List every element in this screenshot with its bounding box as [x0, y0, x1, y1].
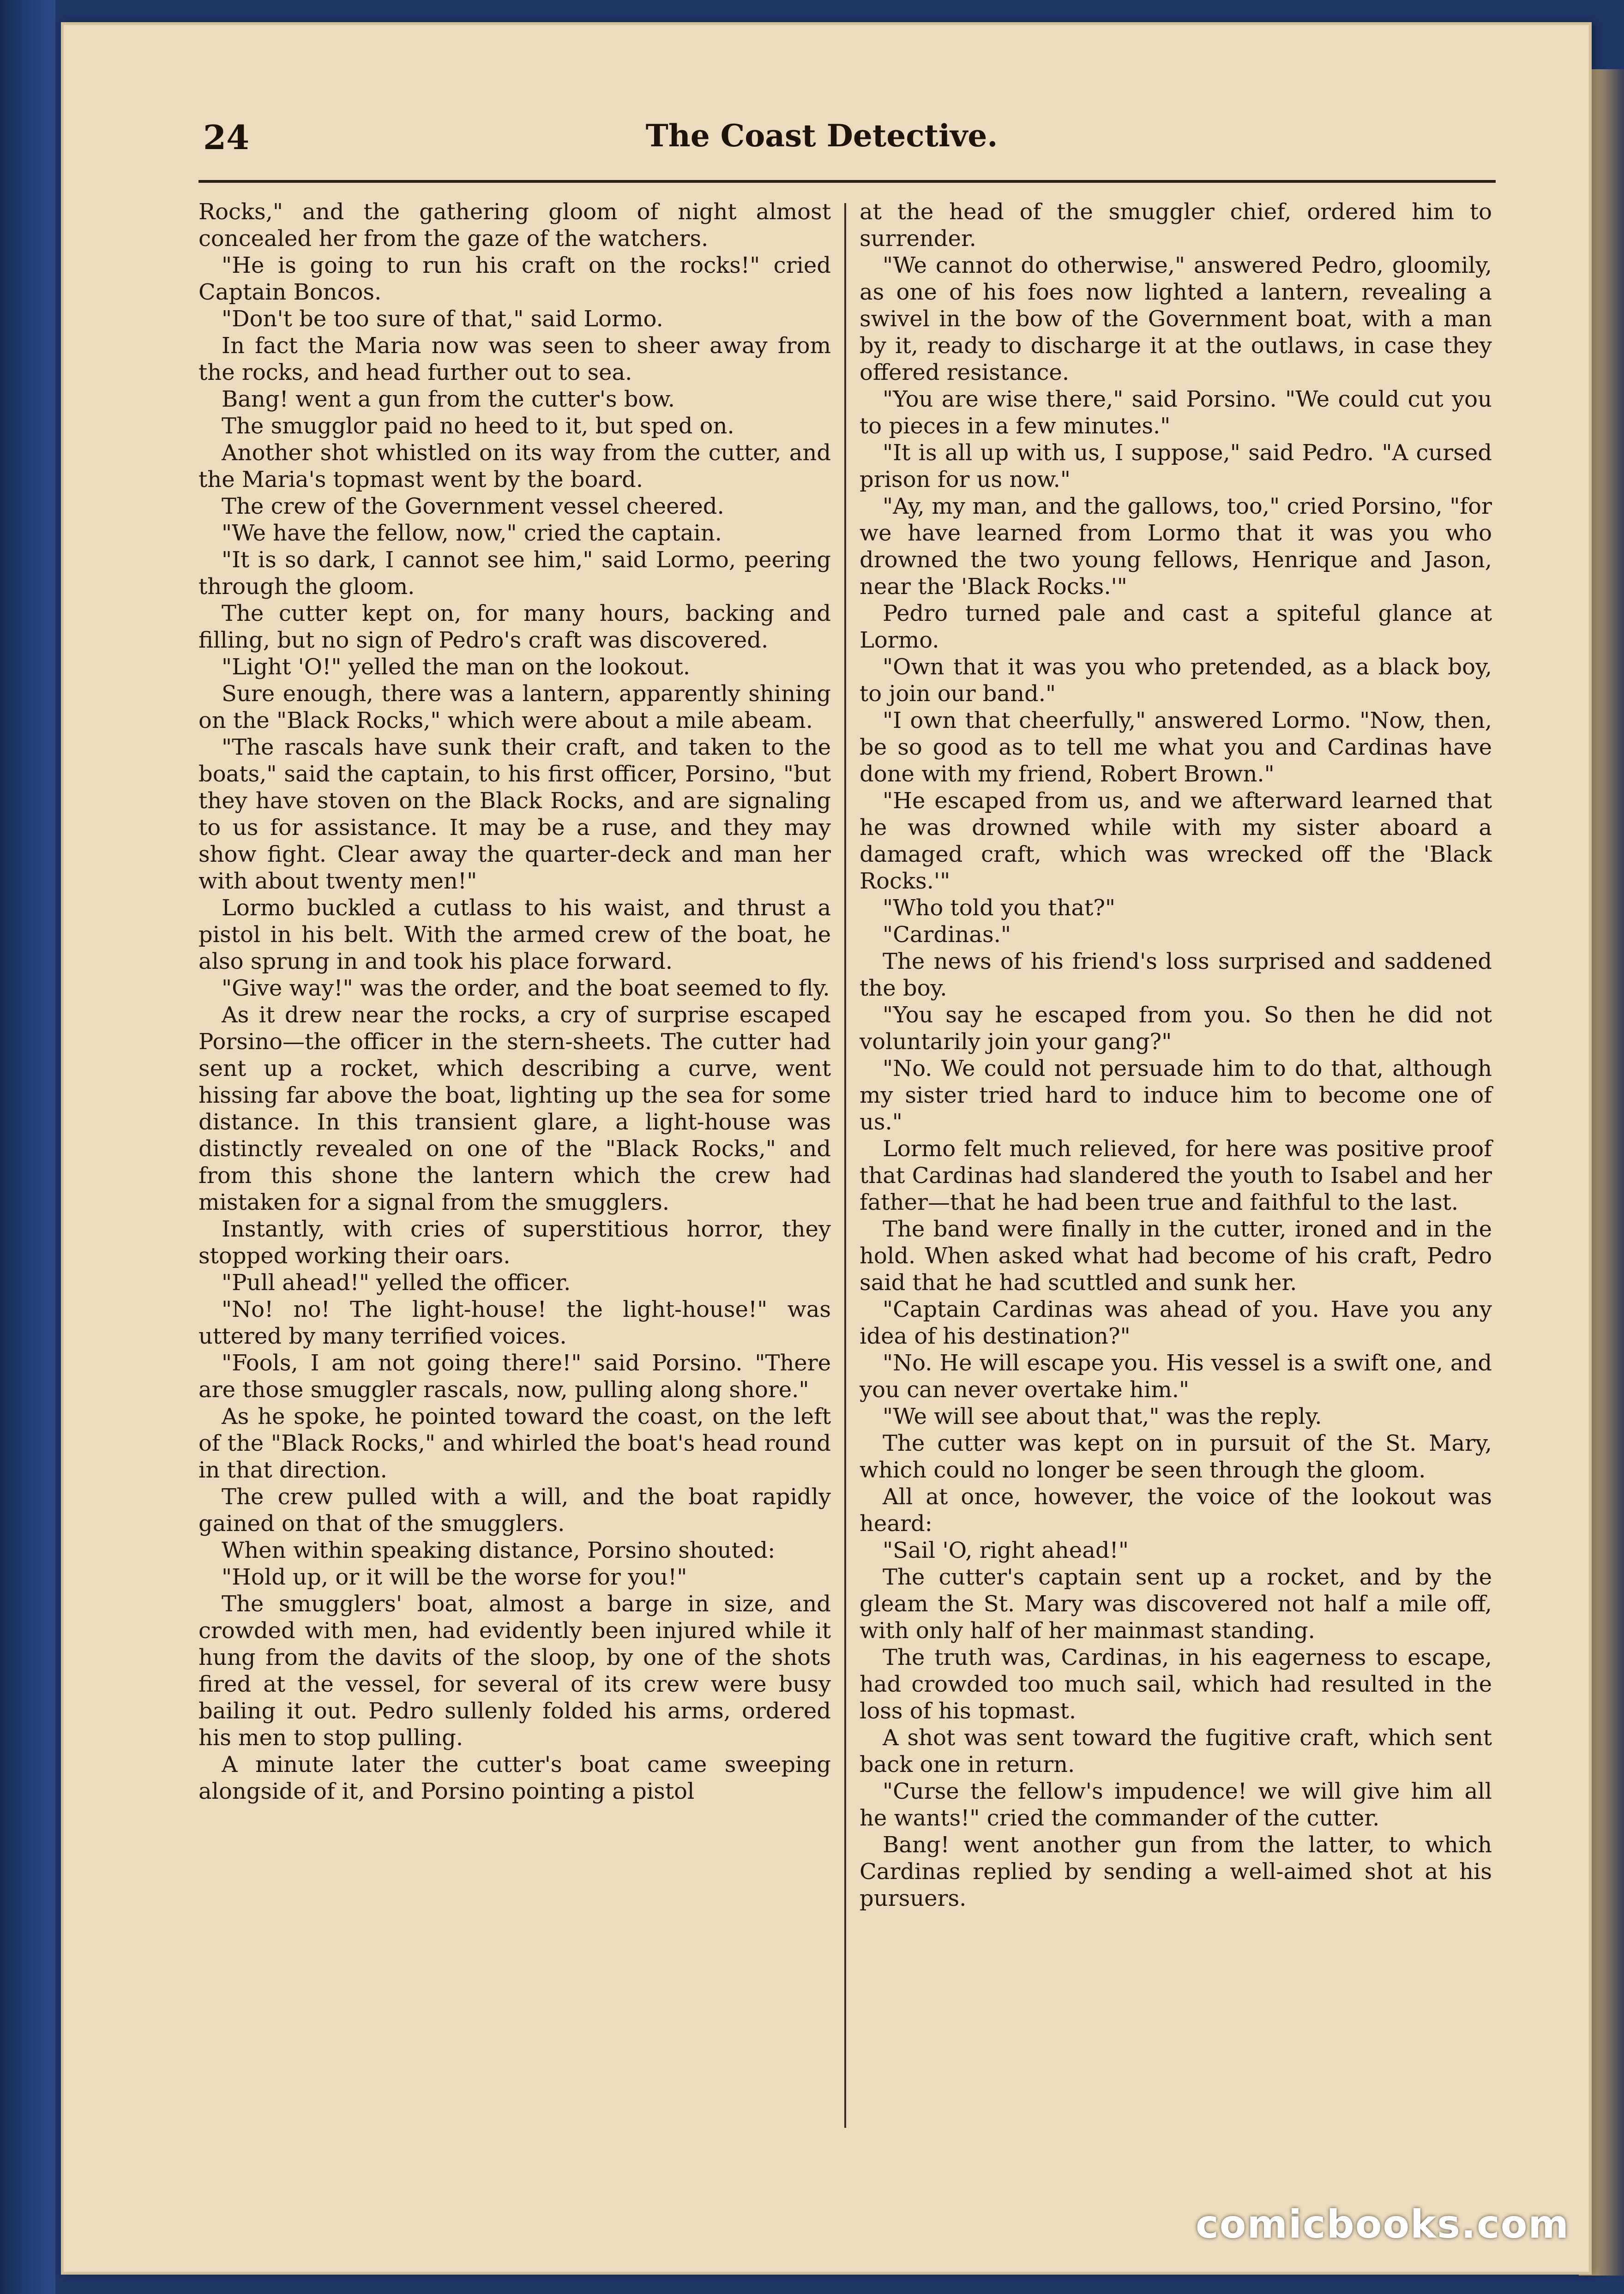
- paragraph: "You say he escaped from you. So then he did not voluntarily join your gang?": [860, 1002, 1492, 1055]
- paragraph: "Ay, my man, and the gallows, too," cried Porsino, "for we have learned from Lormo that it was you who drowned the two young fellows, Henrique and Jason, near the 'Black Rocks.'": [860, 493, 1492, 600]
- paragraph: "Pull ahead!" yelled the officer.: [222, 1270, 571, 1296]
- paragraph: The smugglers' boat, almost a barge in size, and crowded with men, had evidently been injured while it hung from the davits of the sloop, by one of the shots fired at the vessel, for several of its crew were busy bailing it out. Pedro sullenly folded his arms, ordered his men to stop pulling.: [198, 1591, 831, 1751]
- paragraph: The crew pulled with a will, and the boat rapidly gained on that of the smugglers.: [198, 1484, 831, 1537]
- paragraph: "Who told you that?": [883, 895, 1116, 921]
- paragraph: "We cannot do otherwise," answered Pedro, gloomily, as one of his foes now lighted a lantern, revealing a swivel in the bow of the Government boat, with a man by it, ready to discharge it at the outlaws, in case they offered resistance.: [860, 252, 1492, 385]
- scan-background-edge: [0, 0, 55, 2294]
- paragraph: Another shot whistled on its way from the cutter, and the Maria's topmast went by the board.: [198, 440, 831, 492]
- paragraph: Lormo buckled a cutlass to his waist, and thrust a pistol in his belt. With the armed crew of the boat, he also sprung in and took his place forward.: [198, 895, 831, 974]
- paragraph: The band were finally in the cutter, ironed and in the hold. When asked what had become of his craft, Pedro said that he had scuttled and sunk her.: [860, 1216, 1492, 1296]
- paragraph: "Cardinas.": [883, 922, 1011, 948]
- paragraph: "Own that it was you who pretended, as a black boy, to join our band.": [860, 654, 1492, 707]
- paragraph: "Don't be too sure of that," said Lormo.: [222, 306, 663, 332]
- page-header: [143, 118, 1500, 173]
- paragraph: "Light 'O!" yelled the man on the lookout.: [222, 654, 690, 680]
- paragraph: The smugglor paid no heed to it, but sped on.: [222, 413, 734, 439]
- paragraph: All at once, however, the voice of the lookout was heard:: [860, 1484, 1492, 1537]
- paragraph: Instantly, with cries of superstitious horror, they stopped working their oars.: [198, 1216, 831, 1269]
- paragraph: "No! no! The light-house! the light-house!" was uttered by many terrified voices.: [198, 1297, 831, 1349]
- paragraph: "I own that cheerfully," answered Lormo. "Now, then, be so good as to tell me what you and Cardinas have done with my friend, Robert Brown.": [860, 708, 1492, 787]
- paragraph: Pedro turned pale and cast a spiteful glance at Lormo.: [860, 601, 1492, 653]
- paragraph: "Give way!" was the order, and the boat seemed to fly.: [222, 975, 830, 1001]
- paragraph: The truth was, Cardinas, in his eagerness to escape, had crowded too much sail, which had resulted in the loss of his topmast.: [860, 1645, 1492, 1724]
- paragraph: In fact the Maria now was seen to sheer away from the rocks, and head further out to sea.: [198, 333, 831, 385]
- paragraph: The crew of the Government vessel cheered.: [222, 493, 724, 519]
- paragraph: "We will see about that," was the reply.: [883, 1404, 1322, 1429]
- page-number: 24: [203, 118, 250, 157]
- paragraph: A minute later the cutter's boat came sweeping alongside of it, and Porsino pointing a pistol: [198, 1752, 831, 1804]
- right-text-column: [860, 198, 1492, 1912]
- column-divider: [844, 203, 846, 2128]
- paragraph: The cutter was kept on in pursuit of the St. Mary, which could no longer be seen through the gloom.: [860, 1430, 1492, 1483]
- paragraph: As it drew near the rocks, a cry of surprise escaped Porsino—the officer in the stern-sheets. The cutter had sent up a rocket, which describing a curve, went hissing far above the boat, lighting up the sea for some distance. In this transient glare, a light-house was distinctly revealed on one of the "Black Rocks," and from this shone the lantern which the crew had mistaken for a signal from the smugglers.: [198, 1002, 831, 1215]
- header-rule: [198, 180, 1496, 183]
- paragraph: "We have the fellow, now," cried the captain.: [222, 520, 722, 546]
- paragraph: "Sail 'O, right ahead!": [883, 1537, 1129, 1563]
- paragraph: "It is so dark, I cannot see him," said Lormo, peering through the gloom.: [198, 547, 831, 600]
- paragraph: "Fools, I am not going there!" said Porsino. "There are those smuggler rascals, now, pulling along shore.": [198, 1350, 831, 1403]
- paragraph: "It is all up with us, I suppose," said Pedro. "A cursed prison for us now.": [860, 440, 1492, 492]
- paragraph: "Curse the fellow's impudence! we will give him all he wants!" cried the commander of the cutter.: [860, 1778, 1492, 1831]
- paragraph: The news of his friend's loss surprised and saddened the boy.: [860, 949, 1492, 1001]
- paragraph: "No. We could not persuade him to do that, although my sister tried hard to induce him to become one of us.": [860, 1056, 1492, 1135]
- paragraph: "Hold up, or it will be the worse for you!": [222, 1564, 687, 1590]
- paragraph: A shot was sent toward the fugitive craft, which sent back one in return.: [860, 1725, 1492, 1778]
- running-title: The Coast Detective.: [645, 118, 998, 154]
- watermark: comicbooks.com: [1196, 2202, 1570, 2247]
- paragraph: The cutter kept on, for many hours, backing and filling, but no sign of Pedro's craft was discovered.: [198, 601, 831, 653]
- paragraph: As he spoke, he pointed toward the coast, on the left of the "Black Rocks," and whirled the boat's head round in that direction.: [198, 1404, 831, 1483]
- paragraph: Sure enough, there was a lantern, apparently shining on the "Black Rocks," which were about a mile abeam.: [198, 681, 831, 733]
- paragraph: "The rascals have sunk their craft, and taken to the boats," said the captain, to his first officer, Porsino, "but they have stoven on the Black Rocks, and are signaling to us for assistance. It may be a ruse, and they may show fight. Clear away the quarter-deck and man her with about twenty men!": [198, 734, 831, 894]
- paragraph: "You are wise there," said Porsino. "We could cut you to pieces in a few minutes.": [860, 386, 1492, 439]
- left-text-column: [198, 198, 831, 1805]
- paragraph: "He escaped from us, and we afterward learned that he was drowned while with my sister aboard a damaged craft, which was wrecked off the 'Black Rocks.'": [860, 788, 1492, 894]
- paragraph: Lormo felt much relieved, for here was positive proof that Cardinas had slandered the youth to Isabel and her father—that he had been true and faithful to the last.: [860, 1136, 1492, 1215]
- paragraph: Rocks," and the gathering gloom of night almost concealed her from the gaze of the watchers.: [198, 199, 831, 252]
- paragraph: When within speaking distance, Porsino shouted:: [222, 1537, 776, 1563]
- paragraph: Bang! went another gun from the latter, to which Cardinas replied by sending a well-aimed shot at his pursuers.: [860, 1832, 1492, 1911]
- paragraph: at the head of the smuggler chief, ordered him to surrender.: [860, 199, 1492, 252]
- paragraph: "He is going to run his craft on the rocks!" cried Captain Boncos.: [198, 252, 831, 305]
- paragraph: The cutter's captain sent up a rocket, and by the gleam the St. Mary was discovered not half a mile off, with only half of her mainmast standing.: [860, 1564, 1492, 1644]
- paragraph: "Captain Cardinas was ahead of you. Have you any idea of his destination?": [860, 1297, 1492, 1349]
- paragraph: Bang! went a gun from the cutter's bow.: [222, 386, 675, 412]
- paragraph: "No. He will escape you. His vessel is a swift one, and you can never overtake him.": [860, 1350, 1492, 1403]
